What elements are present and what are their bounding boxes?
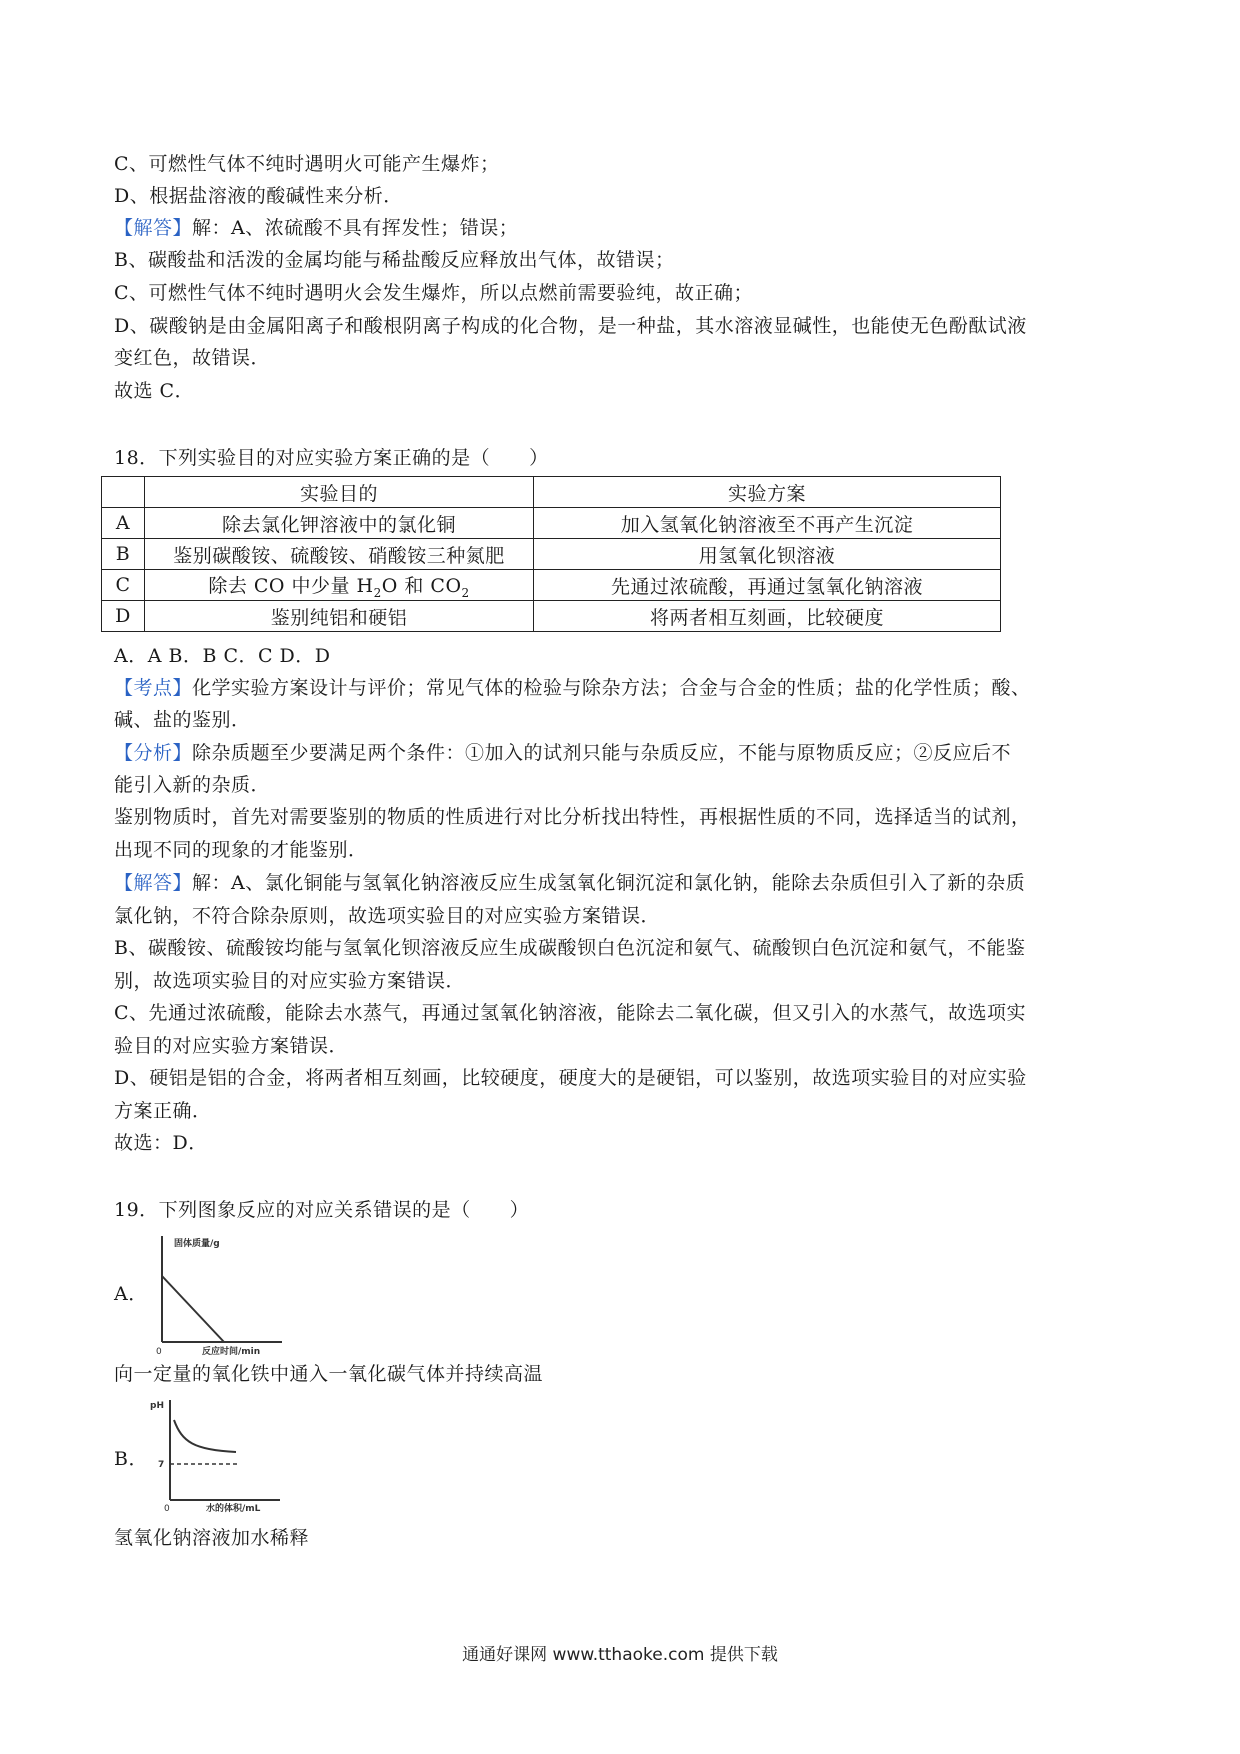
- q18-options: A．A B．B C．C D．D: [114, 645, 331, 667]
- table-row: [102, 601, 1001, 632]
- table-row: [102, 570, 1001, 601]
- kaodian-tag: 【考点】: [114, 677, 193, 699]
- option-b-label: B．: [114, 1448, 148, 1470]
- jieda-line: [114, 869, 1025, 897]
- graph-a-line: [162, 1276, 224, 1342]
- option-a-label: A．: [114, 1283, 148, 1305]
- row-aim: 鉴别纯铝和硬铝: [145, 601, 534, 632]
- jieda-tag: 【解答】: [114, 872, 193, 894]
- graph-b-tick: 7: [158, 1460, 165, 1470]
- graph-b-xlabel: 水的体积/mL: [206, 1504, 261, 1514]
- graph-b-origin: 0: [164, 1504, 170, 1514]
- subscript: 2: [461, 585, 470, 600]
- text-line: 别，故选项实验目的对应实验方案错误．: [114, 970, 466, 992]
- text-line: D、根据盐溶液的酸碱性来分析．: [114, 185, 403, 207]
- text-line: 故选 C．: [114, 380, 195, 402]
- graph-b-ylabel: pH: [150, 1401, 164, 1411]
- row-plan: 先通过浓硫酸，再通过氢氧化钠溶液: [534, 570, 1001, 601]
- answer-text: 解：A、浓硫酸不具有挥发性；错误；: [192, 217, 519, 239]
- table-header-cell: [102, 477, 145, 508]
- text-line: 验目的对应实验方案错误．: [114, 1035, 349, 1057]
- fenxi-tag: 【分析】: [114, 742, 193, 764]
- row-label: B: [102, 539, 145, 570]
- row-aim: [145, 570, 534, 601]
- option-b-caption: 氢氧化钠溶液加水稀释: [114, 1527, 310, 1549]
- text-line: 故选：D．: [114, 1132, 208, 1154]
- row-plan: 用氢氧化钡溶液: [534, 539, 1001, 570]
- text-line: 能引入新的杂质．: [114, 774, 271, 796]
- graph-a: [148, 1230, 288, 1358]
- jieda-text: 解：A、氯化铜能与氢氧化钠溶液反应生成氢氧化铜沉淀和氯化钠，能除去杂质但引入了新的杂质: [192, 872, 1026, 894]
- option-a-caption: 向一定量的氧化铁中通入一氧化碳气体并持续高温: [114, 1363, 544, 1385]
- text-line: C、可燃性气体不纯时遇明火可能产生爆炸；: [114, 153, 500, 175]
- q17-answer-line: [114, 214, 518, 242]
- aim-text: 除去 CO 中少量 H: [208, 574, 374, 597]
- text-line: C、可燃性气体不纯时遇明火会发生爆炸，所以点燃前需要验纯，故正确；: [114, 282, 754, 304]
- fenxi-text: 除杂质题至少要满足两个条件：①加入的试剂只能与杂质反应，不能与原物质反应；②反应后不: [192, 742, 1012, 764]
- text-line: C、先通过浓硫酸，能除去水蒸气，再通过氢氧化钠溶液，能除去二氧化碳，但又引入的水蒸气，故选项实: [114, 1002, 1027, 1024]
- row-label: A: [102, 508, 145, 539]
- aim-text: O 和 CO: [381, 574, 462, 597]
- row-plan: 加入氢氧化钠溶液至不再产生沉淀: [534, 508, 1001, 539]
- row-label: D: [102, 601, 145, 632]
- text-line: D、硬铝是铝的合金，将两者相互刻画，比较硬度，硬度大的是硬铝，可以鉴别，故选项实验目的对应实验: [114, 1067, 1027, 1089]
- answer-tag: 【解答】: [114, 217, 193, 239]
- graph-a-xlabel: 反应时间/min: [202, 1347, 261, 1357]
- text-line: 变红色，故错误．: [114, 347, 271, 369]
- text-line: 碱、盐的鉴别．: [114, 709, 251, 731]
- table-header-cell: 实验方案: [534, 477, 1001, 508]
- text-line: 氯化钠，不符合除杂原则，故选项实验目的对应实验方案错误．: [114, 905, 661, 927]
- kaodian-text: 化学实验方案设计与评价；常见气体的检验与除杂方法；合金与合金的性质；盐的化学性质；酸、: [192, 677, 1031, 699]
- graph-a-origin: 0: [156, 1347, 162, 1357]
- page-footer: 通通好课网 www.tthaoke.com 提供下载: [462, 1645, 778, 1665]
- text-line: 方案正确．: [114, 1100, 212, 1122]
- kaodian-line: [114, 674, 1031, 702]
- q18-stem: 18．下列实验目的对应实验方案正确的是（ ）: [114, 447, 549, 469]
- table-row: [102, 508, 1001, 539]
- fenxi-line: [114, 739, 1011, 767]
- table-header-row: [102, 477, 1001, 508]
- table-row: [102, 539, 1001, 570]
- text-line: D、碳酸钠是由金属阳离子和酸根阴离子构成的化合物，是一种盐，其水溶液显碱性，也能使无色酚酞试液: [114, 315, 1027, 337]
- graph-b: [146, 1392, 286, 1514]
- q18-table: [101, 476, 1001, 632]
- graph-a-ylabel: 固体质量/g: [174, 1239, 220, 1249]
- text-line: B、碳酸铵、硫酸铵均能与氢氧化钡溶液反应生成碳酸钡白色沉淀和氨气、硫酸钡白色沉淀和氨气，不能鉴: [114, 937, 1026, 959]
- table-header-cell: 实验目的: [145, 477, 534, 508]
- text-line: 出现不同的现象的才能鉴别．: [114, 839, 368, 861]
- row-label: C: [102, 570, 145, 601]
- graph-b-curve: [174, 1420, 236, 1452]
- row-aim: 鉴别碳酸铵、硫酸铵、硝酸铵三种氮肥: [145, 539, 534, 570]
- text-line: B、碳酸盐和活泼的金属均能与稀盐酸反应释放出气体，故错误；: [114, 249, 675, 271]
- row-plan: 将两者相互刻画，比较硬度: [534, 601, 1001, 632]
- text-line: 鉴别物质时，首先对需要鉴别的物质的性质进行对比分析找出特性，再根据性质的不同，选择适当的试剂，: [114, 806, 1031, 828]
- q19-stem: 19．下列图象反应的对应关系错误的是（ ）: [114, 1199, 530, 1221]
- row-aim: 除去氯化钾溶液中的氯化铜: [145, 508, 534, 539]
- subscript: 2: [373, 585, 382, 600]
